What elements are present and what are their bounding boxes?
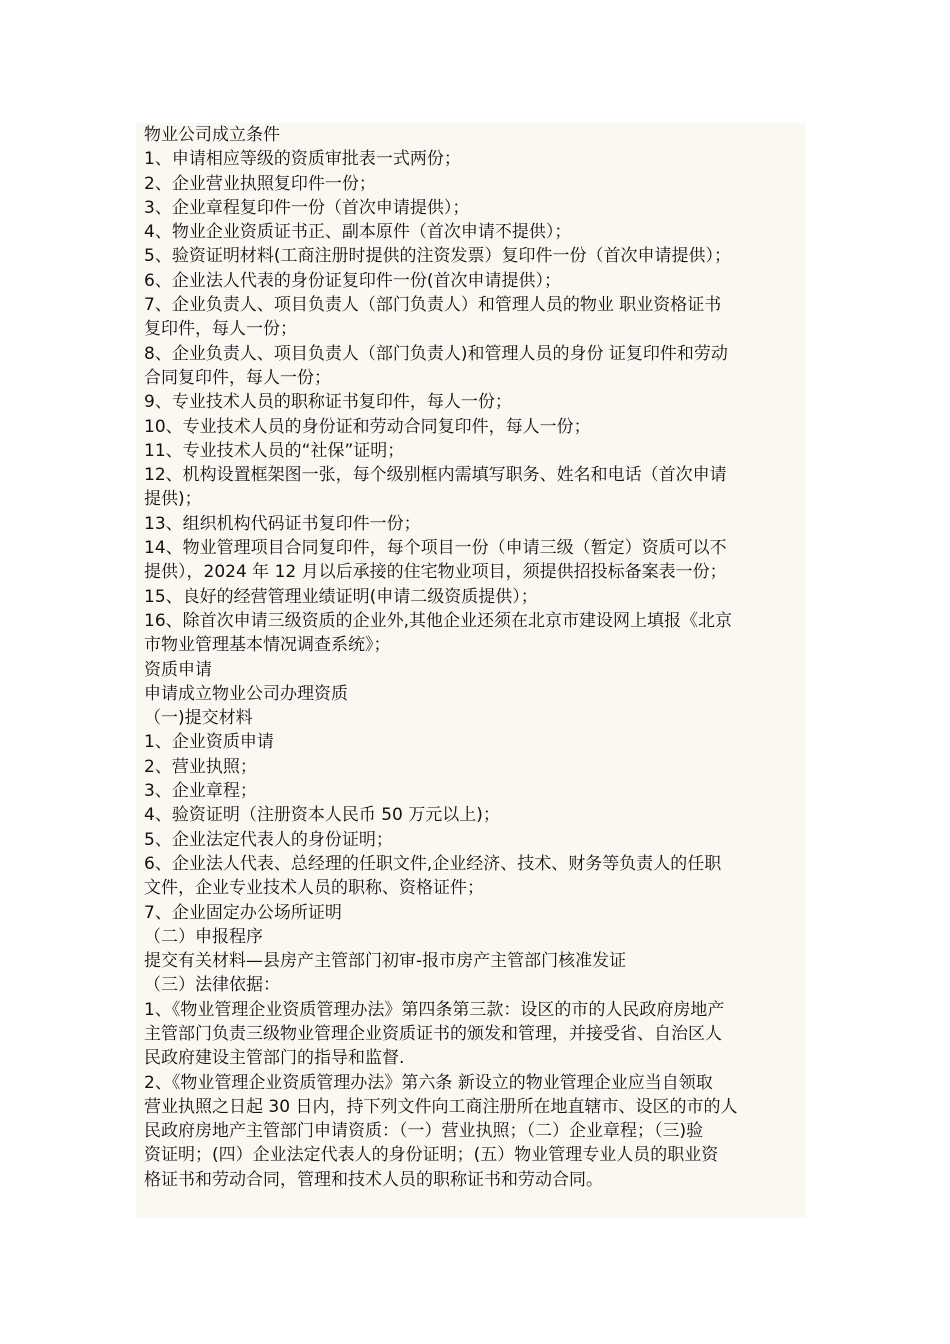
text-line: （二）申报程序	[144, 926, 263, 947]
text-line: 文件，企业专业技术人员的职称、资格证件；	[144, 878, 484, 899]
text-line: 12、机构设置框架图一张，每个级别框内需填写职务、姓名和电话（首次申请	[144, 465, 727, 486]
text-line: 2、企业营业执照复印件一份；	[144, 173, 376, 194]
text-line: 5、验资证明材料(工商注册时提供的注资发票）复印件一份（首次申请提供）；	[144, 246, 731, 267]
text-line: 6、企业法人代表、总经理的任职文件,企业经济、技术、财务等负责人的任职	[144, 853, 722, 874]
text-line: 11、专业技术人员的“社保”证明；	[144, 440, 405, 461]
text-line: 7、企业固定办公场所证明	[144, 902, 342, 923]
text-line: 16、除首次申请三级资质的企业外,其他企业还须在北京市建设网上填报《北京	[144, 610, 733, 631]
text-line: 市物业管理基本情况调查系统》；	[144, 635, 391, 656]
text-line: 1、《物业管理企业资质管理办法》第四条第三款：设区的市的人民政府房地产	[144, 999, 725, 1020]
text-line: 3、企业章程；	[144, 781, 257, 802]
text-line: 提供)；	[144, 489, 202, 510]
text-line: 9、专业技术人员的职称证书复印件，每人一份；	[144, 392, 512, 413]
text-line: 营业执照之日起 30 日内，持下列文件向工商注册所在地直辖市、设区的市的人	[144, 1096, 738, 1117]
text-line: 资质申请	[144, 659, 212, 680]
text-line: 15、良好的经营管理业绩证明(申请二级资质提供）；	[144, 586, 538, 607]
text-line: 6、企业法人代表的身份证复印件一份(首次申请提供）；	[144, 270, 561, 291]
text-line: 提供），2024 年 12 月以后承接的住宅物业项目，须提供招投标备案表一份；	[144, 562, 727, 583]
text-line: 2、《物业管理企业资质管理办法》第六条 新设立的物业管理企业应当自领取	[144, 1072, 713, 1093]
text-line: （一)提交材料	[144, 708, 253, 729]
text-line: 民政府房地产主管部门申请资质：（一）营业执照；（二）企业章程；（三)验	[144, 1121, 704, 1142]
text-line: 民政府建设主管部门的指导和监督.	[144, 1048, 405, 1069]
text-line: 主管部门负责三级物业管理企业资质证书的颁发和管理，并接受省、自治区人	[144, 1023, 722, 1044]
text-line: （三）法律依据：	[144, 975, 280, 996]
text-line: 格证书和劳动合同，管理和技术人员的职称证书和劳动合同。	[144, 1169, 603, 1190]
text-line: 8、企业负责人、项目负责人（部门负责人)和管理人员的身份 证复印件和劳动	[144, 343, 728, 364]
text-line: 3、企业章程复印件一份（首次申请提供）；	[144, 197, 470, 218]
document-body	[136, 123, 806, 1218]
text-line: 提交有关材料—县房产主管部门初审-报市房产主管部门核准发证	[144, 951, 627, 972]
text-line: 7、企业负责人、项目负责人（部门负责人）和管理人员的物业 职业资格证书	[144, 295, 722, 316]
text-line: 13、组织机构代码证书复印件一份；	[144, 513, 421, 534]
text-line: 申请成立物业公司办理资质	[144, 683, 348, 704]
text-line: 复印件，每人一份；	[144, 319, 297, 340]
text-lines	[144, 123, 806, 1192]
text-line: 14、物业管理项目合同复印件，每个项目一份（申请三级（暂定）资质可以不	[144, 538, 727, 559]
text-line: 10、专业技术人员的身份证和劳动合同复印件，每人一份；	[144, 416, 591, 437]
text-line: 1、申请相应等级的资质审批表一式两份；	[144, 149, 461, 170]
text-line: 4、验资证明（注册资本人民币 50 万元以上)；	[144, 805, 500, 826]
text-line: 2、营业执照；	[144, 756, 257, 777]
text-line: 4、物业企业资质证书正、副本原件（首次申请不提供）；	[144, 222, 572, 243]
text-line: 资证明；(四）企业法定代表人的身份证明；(五）物业管理专业人员的职业资	[144, 1145, 719, 1166]
text-line: 1、企业资质申请	[144, 732, 274, 753]
text-line: 5、企业法定代表人的身份证明；	[144, 829, 393, 850]
text-line: 合同复印件，每人一份；	[144, 367, 331, 388]
text-line: 物业公司成立条件	[144, 125, 280, 145]
